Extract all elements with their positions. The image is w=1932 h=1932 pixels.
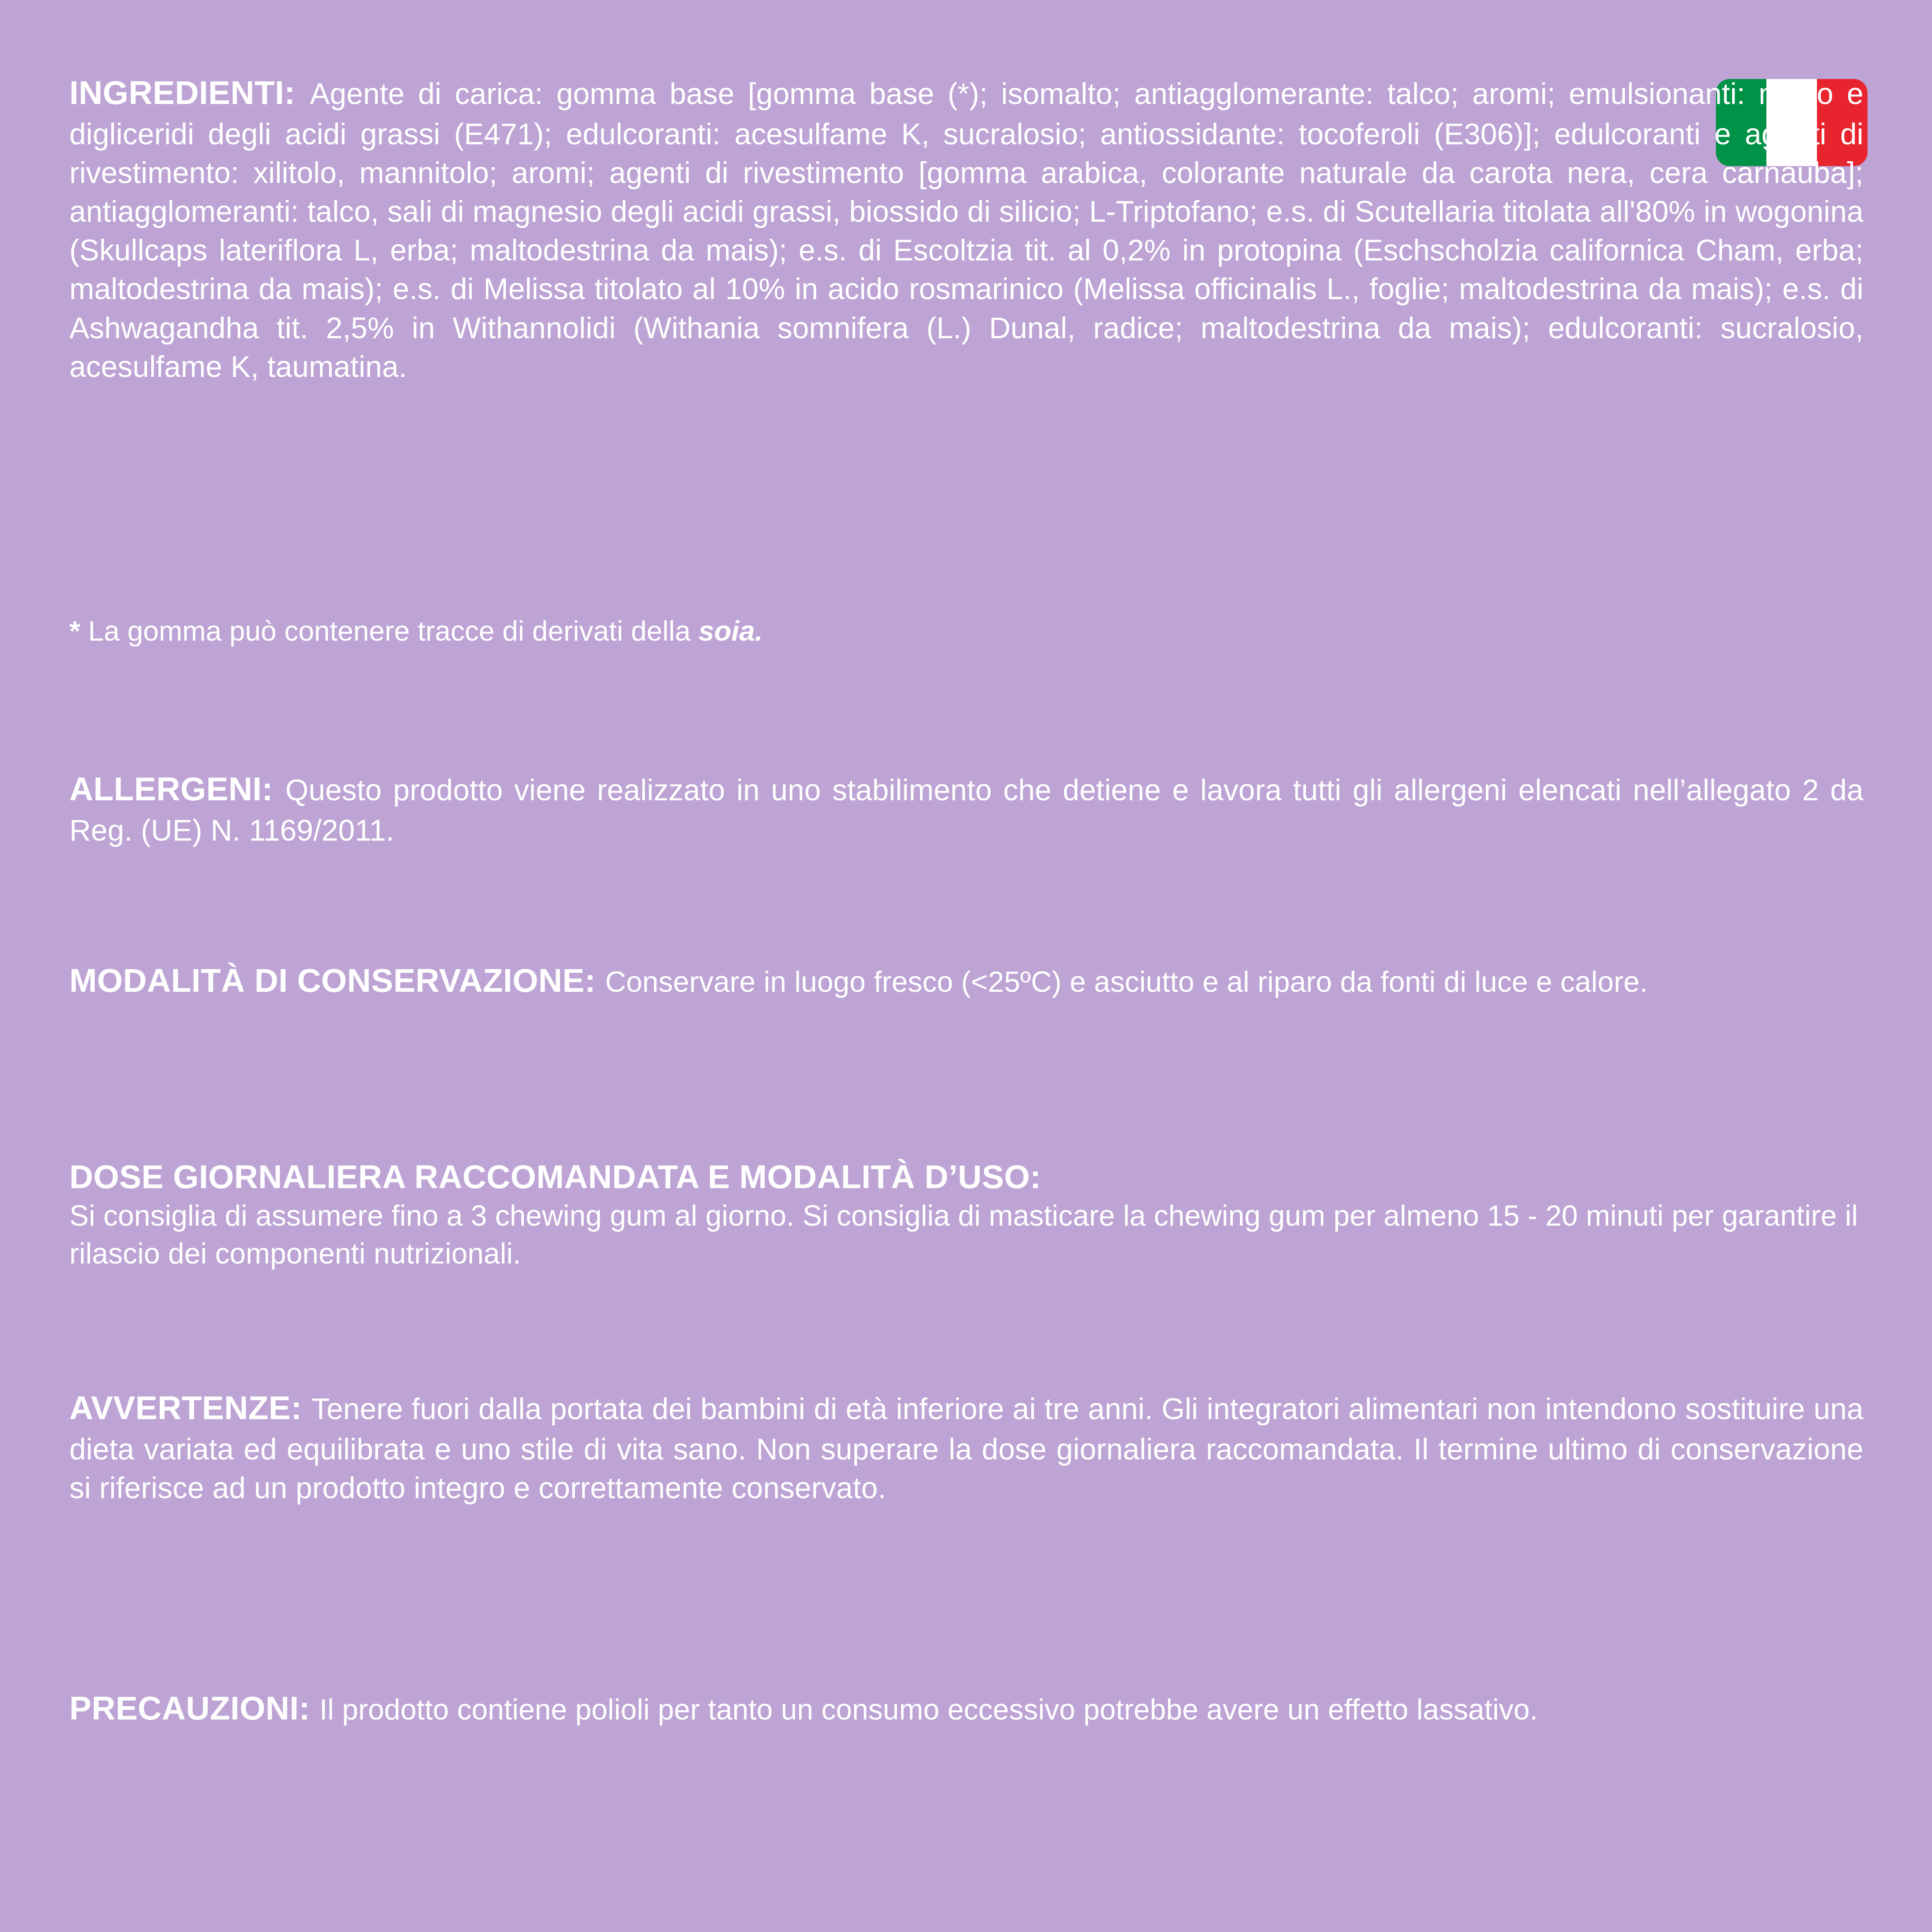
conservazione-body: Conservare in luogo fresco (<25ºC) e asciutto e al riparo da fonti di luce e calore.: [605, 966, 1648, 998]
soia-note-paragraph: [69, 613, 1863, 650]
dose-body: Si consiglia di assumere fino a 3 chewing gum al giorno. Si consiglia di masticare la chewing gum per almeno 15 - 20 minuti per garantire il rilascio dei componenti nutrizionali.: [69, 1200, 1858, 1270]
avvertenze-heading: AVVERTENZE:: [69, 1390, 312, 1426]
avvertenze-paragraph: [69, 1387, 1863, 1507]
soia-note-text: La gomma può contenere tracce di derivati della: [80, 615, 699, 647]
ingredienti-paragraph: [69, 72, 1863, 386]
allergeni-heading: ALLERGENI:: [69, 771, 285, 808]
section-ingredienti: [69, 72, 1863, 386]
precauzioni-body: Il prodotto contiene polioli per tanto un consumo eccessivo potrebbe avere un effetto lassativo.: [319, 1694, 1538, 1726]
soia-emphasis: soia.: [698, 615, 763, 647]
section-avvertenze: [69, 1387, 1863, 1507]
avvertenze-body: Tenere fuori dalla portata dei bambini di età inferiore ai tre anni. Gli integratori alimentari non intendono sostituire una dieta variata ed equilibrata e uno stile di vita sano. Non superare la dose giornaliera raccomandata. Il termine ultimo di conservazione si riferisce ad un prodotto integro e correttamente conservato.: [69, 1392, 1863, 1505]
section-soia-note: [69, 613, 1863, 650]
dose-heading: DOSE GIORNALIERA RACCOMANDATA E MODALITÀ D’USO:: [69, 1159, 1041, 1195]
ingredienti-body: Agente di carica: gomma base [gomma base (*); isomalto; antiagglomerante: talco; aromi; emulsionanti: mono e digliceridi degli acidi grassi (E471); edulcoranti: acesulfame K, sucralosio; antiossidante: tocoferoli (E306)]; edulcoranti e agenti di rivestimento: xilitolo, mannitolo; aromi; agenti di rivestimento [gomma arabica, colorante naturale da carota nera, cera carnauba]; antiagglomeranti: talco, sali di magnesio degli acidi grassi, biossido di silicio; L-Triptofano; e.s. di Scutellaria titolata all'80% in wogonina (Skullcaps lateriflora L, erba; maltodestrina da mais); e.s. di Escoltzia tit. al 0,2% in protopina (Eschscholzia californica Cham, erba; maltodestrina da mais); e.s. di Melissa titolato al 10% in acido rosmarinico (Melissa officinalis L., foglie; maltodestrina da mais); e.s. di Ashwagandha tit. 2,5% in Withannolidi (Withania somnifera (L.) Dunal, radice; maltodestrina da mais); edulcoranti: sucralosio, acesulfame K, taumatina.: [69, 77, 1864, 383]
asterisk-marker: *: [69, 615, 81, 647]
section-dose-giornaliera: [69, 1157, 1863, 1273]
allergeni-body: Questo prodotto viene realizzato in uno stabilimento che detiene e lavora tutti gli allergeni elencati nell’allegato 2 da Reg. (UE) N. 1169/2011.: [69, 773, 1864, 847]
precauzioni-heading: PRECAUZIONI:: [69, 1690, 320, 1727]
ingredienti-heading: INGREDIENTI:: [69, 75, 310, 111]
section-precauzioni: [69, 1687, 1863, 1730]
precauzioni-paragraph: [69, 1687, 1863, 1730]
allergeni-paragraph: [69, 768, 1863, 850]
section-conservazione: [69, 960, 1863, 1003]
label-content: [69, 0, 1863, 1932]
section-allergeni: [69, 768, 1863, 850]
conservazione-heading: MODALITÀ DI CONSERVAZIONE:: [69, 962, 605, 999]
conservazione-paragraph: [69, 960, 1863, 1003]
